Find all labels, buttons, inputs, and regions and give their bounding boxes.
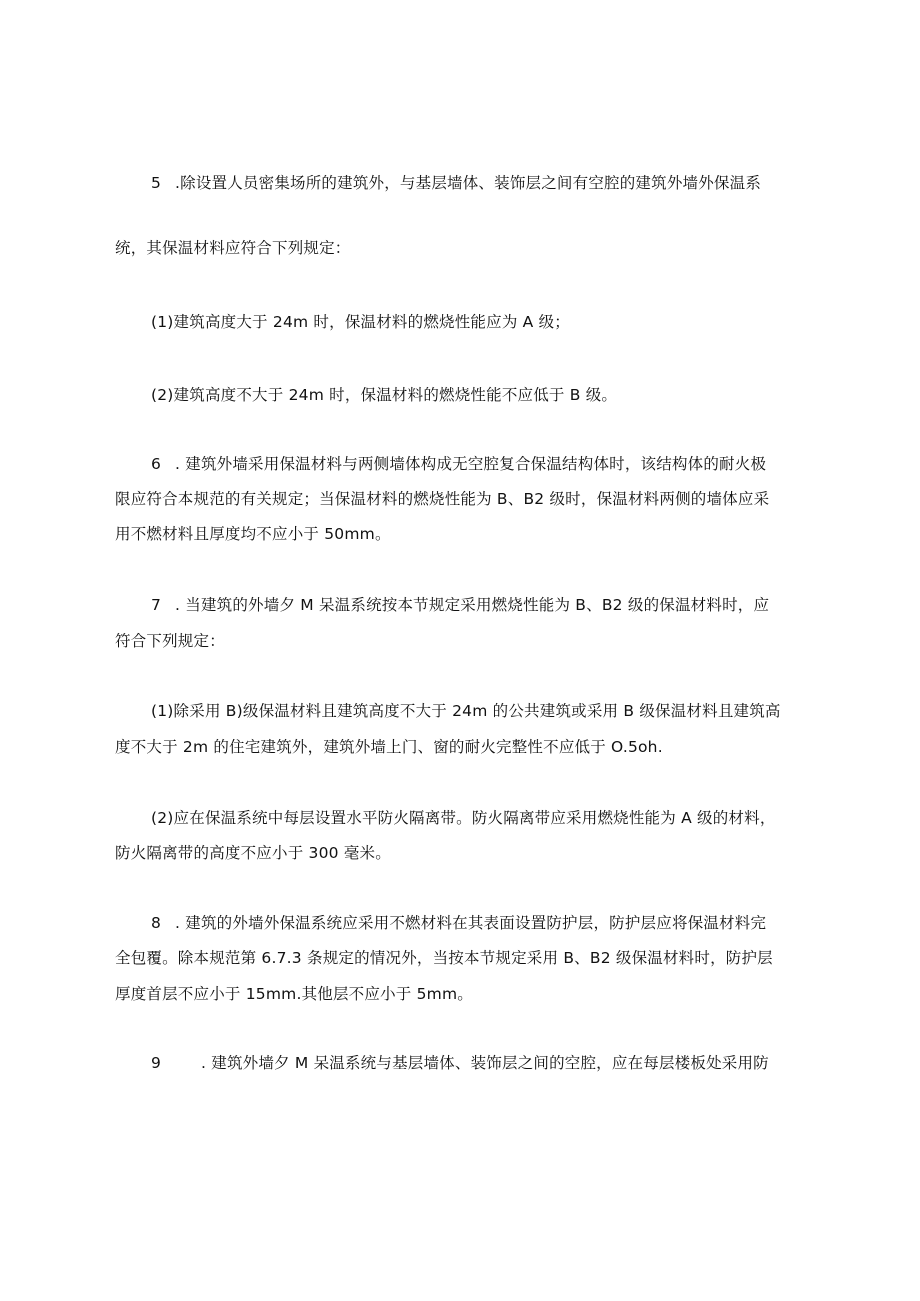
clause-6-line-3: 用不燃材料且厚度均不应小于 50mm。 bbox=[115, 525, 391, 543]
clause-5-text-1: .除设置人员密集场所的建筑外，与基层墙体、装饰层之间有空腔的建筑外墙外保温系 bbox=[175, 174, 762, 192]
clause-5-item-2: (2)建筑高度不大于 24m 时，保温材料的燃烧性能不应低于 B 级。 bbox=[151, 386, 618, 404]
clause-8-line-3: 厚度首层不应小于 15mm.其他层不应小于 5mm。 bbox=[115, 985, 473, 1003]
clause-7-text-1: . 当建筑的外墙夕 M 呆温系统按本节规定采用燃烧性能为 B、B2 级的保温材料时，应 bbox=[175, 596, 770, 614]
clause-6-line-1 bbox=[151, 453, 815, 475]
clause-9-number: 9 bbox=[151, 1054, 162, 1072]
clause-7-item-2-line-1: (2)应在保温系统中每层设置水平防火隔离带。防火隔离带应采用燃烧性能为 A 级的材料， bbox=[151, 809, 776, 827]
clause-7-line-1 bbox=[151, 594, 815, 616]
clause-5-line-1 bbox=[151, 172, 815, 194]
clause-5-line-2: 统，其保温材料应符合下列规定： bbox=[115, 239, 351, 257]
clause-6-line-2: 限应符合本规范的有关规定；当保温材料的燃烧性能为 B、B2 级时，保温材料两侧的墙体应采 bbox=[115, 490, 770, 508]
clause-7-item-2-line-2: 防火隔离带的高度不应小于 300 毫米。 bbox=[115, 844, 391, 862]
clause-8-text-1: . 建筑的外墙外保温系统应采用不燃材料在其表面设置防护层，防护层应将保温材料完 bbox=[175, 914, 767, 932]
clause-7-line-2: 符合下列规定： bbox=[115, 632, 225, 650]
clause-9-text-1: . 建筑外墙夕 M 呆温系统与基层墙体、装饰层之间的空腔，应在每层楼板处采用防 bbox=[201, 1054, 769, 1072]
clause-5-number: 5 bbox=[151, 174, 162, 192]
clause-8-line-2: 全包覆。除本规范第 6.7.3 条规定的情况外，当按本节规定采用 B、B2 级保温材料时，防护层 bbox=[115, 949, 773, 967]
clause-7-item-1-line-1: (1)除采用 B)级保温材料且建筑高度不大于 24m 的公共建筑或采用 B 级保温材料且建筑高 bbox=[151, 702, 781, 720]
clause-7-item-1-line-2: 度不大于 2m 的住宅建筑外，建筑外墙上门、窗的耐火完整性不应低于 O.5oh. bbox=[115, 738, 663, 756]
clause-9-line-1 bbox=[151, 1052, 815, 1074]
clause-8-number: 8 bbox=[151, 914, 162, 932]
clause-6-number: 6 bbox=[151, 455, 162, 473]
clause-6-text-1: . 建筑外墙采用保温材料与两侧墙体构成无空腔复合保温结构体时，该结构体的耐火极 bbox=[175, 455, 767, 473]
clause-7-number: 7 bbox=[151, 596, 162, 614]
clause-5-item-1: (1)建筑高度大于 24m 时，保温材料的燃烧性能应为 A 级； bbox=[151, 313, 570, 331]
clause-8-line-1 bbox=[151, 912, 815, 934]
